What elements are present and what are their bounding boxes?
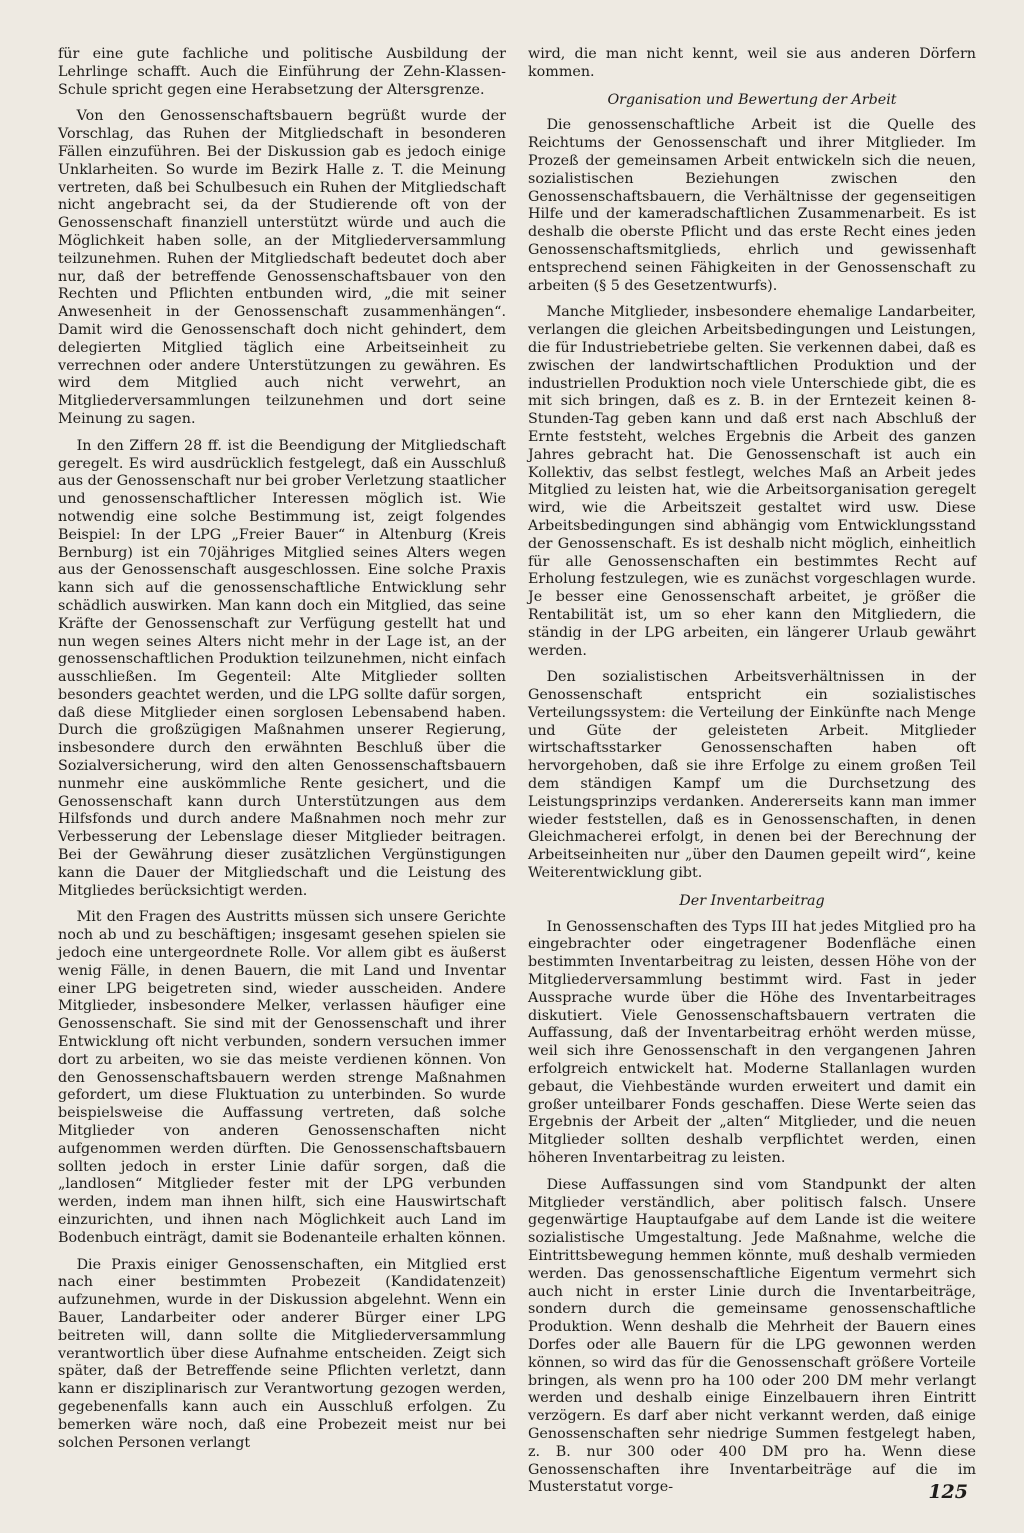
section-heading: Der Inventarbeitrag [679, 892, 825, 909]
paragraph: wird, die man nicht kennt, weil sie aus anderen Dörfern kommen. [528, 46, 976, 80]
paragraph: Von den Genossenschaftsbauern begrüßt wurde der Vorschlag, das Ruhen der Mitgliedschaft in besonderen Fällen einzuführen. Bei der Diskussion gab es jedoch einige Unklarheiten. So wurde im Bezirk Halle z. T. die Meinung vertreten, daß bei Schulbesuch ein Ruhen der Mitgliedschaft nicht angebracht sei, da der Studierende oft von der Genossenschaft finanziell unterstützt würde und auch die Möglichkeit haben solle, an der Mitgliederversammlung teilzunehmen. Ruhen der Mitgliedschaft bedeutet doch aber nur, daß der betreffende Genossenschaftsbauer von den Rechten und Pflichten entbunden wird, „die mit seiner Anwesenheit in der Genossenschaft zusammenhängen“. Damit wird die Genossenschaft doch nicht gehindert, dem delegierten Mitglied täglich eine Arbeitseinheit zu verrechnen oder andere Unterstützungen zu gewähren. Es wird dem Mitglied auch nicht verwehrt, an Mitgliederversammlungen teilzunehmen und dort seine Meinung zu sagen. [58, 108, 506, 427]
section-heading: Organisation und Bewertung der Arbeit [607, 91, 897, 108]
paragraph: Die genossenschaftliche Arbeit ist die Quelle des Reichtums der Genossenschaft und ihrer Mitglieder. Im Prozeß der gemeinsamen Arbeit entwickeln sich die neuen, sozialistischen Beziehungen zwischen den Genossenschaftsbauern, die Verhältnisse der gegenseitigen Hilfe und der kameradschaftlichen Zusammenarbeit. Es ist deshalb die oberste Pflicht und das erste Recht eines jeden Genossenschaftsmitglieds, ehrlich und gewissenhaft entsprechend seinen Fähigkeiten in der Genossenschaft zu arbeiten (§ 5 des Gesetzentwurfs). [528, 117, 976, 294]
paragraph: In den Ziffern 28 ff. ist die Beendigung der Mitgliedschaft geregelt. Es wird ausdrücklich festgelegt, daß ein Ausschluß aus der Genossenschaft nur bei grober Verletzung staatlicher und genossenschaftlicher Interessen möglich ist. Wie notwendig eine solche Bestimmung ist, zeigt folgendes Beispiel: In der LPG „Freier Bauer“ in Altenburg (Kreis Bernburg) ist ein 70jähriges Mitglied seines Alters wegen aus der Genossenschaft ausgeschlossen. Eine solche Praxis kann sich auf die genossenschaftliche Entwicklung sehr schädlich auswirken. Man kann doch ein Mitglied, das seine Kräfte der Genossenschaft zur Verfügung gestellt hat und nun wegen seines Alters nicht mehr in der Lage ist, an der genossenschaftlichen Produktion teilzunehmen, nicht einfach ausschließen. Im Gegenteil: Alte Mitglieder sollten besonders geachtet werden, und die LPG sollte dafür sorgen, daß diese Mitglieder einen sorglosen Lebensabend haben. Durch die großzügigen Maßnahmen unserer Regierung, insbesondere durch den erwähnten Beschluß über die Sozialversicherung, wird den alten Genossenschaftsbauern nunmehr eine auskömmliche Rente gesichert, und die Genossenschaft kann durch Unterstützungen aus dem Hilfsfonds und durch andere Maßnahmen noch mehr zur Verbesserung der Lebenslage dieser Mitglieder beitragen. Bei der Gewährung dieser zusätzlichen Vergünstigungen kann die Dauer der Mitgliedschaft und die Leistung des Mitgliedes berücksichtigt werden. [58, 437, 506, 899]
paragraph: Diese Auffassungen sind vom Standpunkt der alten Mitglieder verständlich, aber politisch falsch. Unsere gegenwärtige Hauptaufgabe auf dem Lande ist die weitere sozialistische Umgestaltung. Jede Maßnahme, welche die Eintrittsbewegung hemmen könnte, muß deshalb vermieden werden. Das genossenschaftliche Eigentum vermehrt sich auch nicht in erster Linie durch die Inventarbeiträge, sondern durch die gemeinsame genossenschaftliche Produktion. Wenn deshalb die Mehrheit der Bauern eines Dorfes oder alle Bauern für die LPG gewonnen werden können, so wird das für die Genossenschaft größere Vorteile bringen, als wenn pro ha 100 oder 200 DM mehr verlangt werden und deshalb einige Einzelbauern ihren Eintritt verzögern. Es darf aber nicht verkannt werden, daß einige Genossenschaften sehr niedrige Summen festgelegt haben, z. B. nur 300 oder 400 DM pro ha. Wenn diese Genossenschaften ihre Inventarbeiträge auf die im Musterstatut vorge- [528, 1176, 976, 1496]
paragraph: für eine gute fachliche und politische Ausbildung der Lehrlinge schafft. Auch die Einführung der Zehn-Klassen-Schule spricht gegen eine Herabsetzung der Altersgrenze. [58, 46, 506, 98]
paragraph: Die Praxis einiger Genossenschaften, ein Mitglied erst nach einer bestimmten Probezeit (Kandidatenzeit) aufzunehmen, wurde in der Diskussion abgelehnt. Wenn ein Bauer, Landarbeiter oder anderer Bürger einer LPG beitreten will, dann sollte die Mitgliederversammlung verantwortlich über diese Aufnahme entscheiden. Zeigt sich später, daß der Betreffende seine Pflichten verletzt, dann kann er disziplinarisch zur Verantwortung gezogen werden, gegebenenfalls kann auch ein Ausschluß erfolgen. Zu bemerken wäre noch, daß eine Probezeit meist nur bei solchen Personen verlangt [58, 1256, 506, 1451]
paragraph: Mit den Fragen des Austritts müssen sich unsere Gerichte noch ab und zu beschäftigen; insgesamt gesehen spielen sie jedoch eine untergeordnete Rolle. Vor allem gibt es äußerst wenig Fälle, in denen Bauern, die mit Land und Inventar einer LPG beigetreten sind, wieder ausscheiden. Andere Mitglieder, insbesondere Melker, verlassen häufiger eine Genossenschaft. Sie sind mit der Genossenschaft und ihrer Entwicklung oft nicht verbunden, sondern versuchen immer dort zu arbeiten, wo sie das meiste verdienen können. Von den Genossenschaftsbauern werden strenge Maßnahmen gefordert, um diese Fluktuation zu unterbinden. So wurde beispielsweise die Auffassung vertreten, daß solche Mitglieder von anderen Genossenschaften nicht aufgenommen werden dürften. Die Genossenschaftsbauern sollten jedoch in erster Linie dafür sorgen, daß die „landlosen“ Mitglieder fester mit der LPG verbunden werden, indem man ihnen hilft, sich eine Hauswirtschaft einzurichten, und ihnen nach Möglichkeit auch Land im Bodenbuch einträgt, damit sie Bodenanteile erhalten können. [58, 909, 506, 1246]
paragraph: Manche Mitglieder, insbesondere ehemalige Landarbeiter, verlangen die gleichen Arbeitsbedingungen und Leistungen, die für Industriebetriebe gelten. Sie verkennen dabei, daß es zwischen der landwirtschaftlichen Produktion und der industriellen Produktion noch viele Unterschiede gibt, die es mit sich bringen, daß es z. B. in der Erntezeit keinen 8-Stunden-Tag geben kann und daß erst nach Abschluß der Ernte feststeht, welches Ergebnis die Arbeit des ganzen Jahres gebracht hat. Die Genossenschaft ist auch ein Kollektiv, das selbst festlegt, welches Maß an Arbeit jedes Mitglied zu leisten hat, wie die Arbeitsorganisation geregelt wird, wie die Arbeitszeit gestaltet wird usw. Diese Arbeitsbedingungen sind abhängig vom Entwicklungsstand der Genossenschaft. Es ist deshalb nicht möglich, einheitlich für alle Genossenschaften ein bestimmtes Recht auf Erholung festzulegen, wie es zunächst vorgeschlagen wurde. Je besser eine Genossenschaft arbeitet, je größer die Rentabilität ist, um so eher kann den Mitgliedern, die ständig in der LPG arbeiten, ein längerer Urlaub gewährt werden. [528, 304, 976, 659]
paragraph: Den sozialistischen Arbeitsverhältnissen in der Genossenschaft entspricht ein sozialistisches Verteilungssystem: die Verteilung der Einkünfte nach Menge und Güte der geleisteten Arbeit. Mitglieder wirtschaftsstarker Genossenschaften haben oft hervorgehoben, daß sie ihre Erfolge zu einem großen Teil dem ständigen Kampf um die Durchsetzung des Leistungsprinzips verdanken. Andererseits kann man immer wieder feststellen, daß es in Genossenschaften, in denen Gleichmacherei erfolgt, in denen bei der Berechnung der Arbeitseinheiten nur „über den Daumen gepeilt wird“, keine Weiterentwicklung gibt. [528, 669, 976, 882]
left-column [58, 46, 506, 1461]
page-number: 125 [928, 1481, 968, 1503]
paragraph: In Genossenschaften des Typs III hat jedes Mitglied pro ha eingebrachter oder eingetragener Bodenfläche einen bestimmten Inventarbeitrag zu leisten, dessen Höhe von der Mitgliederversammlung bestimmt wird. Fast in jeder Aussprache wurde über die Höhe des Inventarbeitrages diskutiert. Viele Genossenschaftsbauern vertraten die Auffassung, daß der Inventarbeitrag erhöht werden müsse, weil sich ihre Genossenschaft in den vergangenen Jahren erfolgreich entwickelt hat. Moderne Stallanlagen wurden gebaut, die Viehbestände wurden erweitert und damit ein großer unteilbarer Fonds geschaffen. Diese Werte seien das Ergebnis der Arbeit der „alten“ Mitglieder, und die neuen Mitglieder sollten deshalb verpflichtet werden, einen höheren Inventarbeitrag zu leisten. [528, 918, 976, 1167]
right-column [528, 46, 976, 1506]
